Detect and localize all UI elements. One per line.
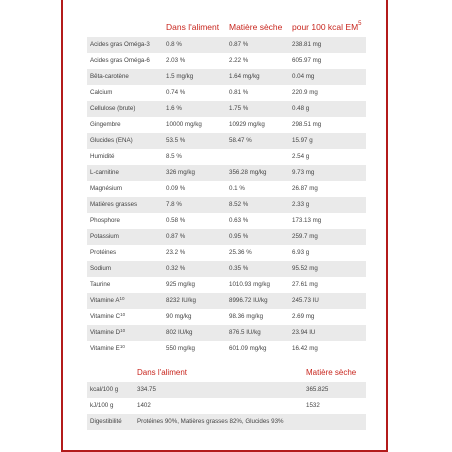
value-per-100kcal-text: 2.54 g [292, 153, 310, 160]
value-dry-matter-text: 876.5 IU/kg [229, 329, 261, 336]
value-food [166, 233, 185, 240]
header-footnote: 5 [358, 21, 362, 27]
value-per-100kcal [292, 89, 318, 96]
value-dry-matter [229, 57, 248, 64]
value-dry-matter-text: 0.81 % [229, 89, 249, 96]
nutrition-table [87, 0, 366, 360]
table-header [87, 22, 366, 38]
value-per-100kcal [292, 153, 309, 160]
value-dry-matter-text: 0.35 % [229, 265, 249, 272]
value-per-100kcal [292, 169, 314, 176]
value-per-100kcal-text: 605.97 mg [292, 57, 322, 64]
nutrient-name [90, 41, 150, 48]
value-food-text: 1.6 % [166, 105, 182, 112]
nutrient-name-text: Phosphore [90, 217, 120, 224]
energy-header-food: Dans l'aliment [137, 368, 187, 377]
nutrient-name-text: Magnésium [90, 185, 122, 192]
table-row [87, 341, 366, 357]
nutrient-name-text: Bêta-carotène [90, 73, 129, 80]
value-per-100kcal-text: 0.48 g [292, 105, 310, 112]
nutrient-name [90, 185, 122, 192]
nutrient-name-text: Calcium [90, 89, 113, 96]
nutrient-name-text: L-carnitine [90, 169, 119, 176]
nutrient-name-text: Protéines [90, 249, 117, 256]
value-food-text: 0.87 % [166, 233, 186, 240]
value-food [166, 89, 185, 96]
value-dry-matter-text: 98.36 mg/kg [229, 313, 264, 320]
value-food-text: 550 mg/kg [166, 345, 195, 352]
nutrient-name-text: Vitamine D [90, 329, 121, 336]
value-per-100kcal-text: 16.42 mg [292, 345, 318, 352]
table-row [87, 197, 366, 213]
nutrient-name-text: Taurine [90, 281, 111, 288]
value-food [166, 313, 191, 320]
nutrient-name [90, 169, 119, 176]
nutrient-name [90, 345, 125, 352]
value-food-text: 53.5 % [166, 137, 186, 144]
value-per-100kcal [292, 105, 309, 112]
value-per-100kcal-text: 15.97 g [292, 137, 313, 144]
value-dry-matter [229, 89, 248, 96]
header-food: Dans l'aliment [166, 22, 220, 32]
value-per-100kcal [292, 137, 313, 144]
table-row [87, 117, 366, 133]
table-row [87, 37, 366, 53]
nutrient-name [90, 57, 150, 64]
value-food-text: 0.32 % [166, 265, 186, 272]
energy-row-kcal [87, 382, 366, 398]
value-dry-matter [229, 265, 248, 272]
value-food [166, 329, 192, 336]
value-dry-matter [229, 73, 260, 80]
value-per-100kcal-text: 27.61 mg [292, 281, 318, 288]
value-food [166, 345, 195, 352]
value-dry-matter-text: 1.64 mg/kg [229, 73, 260, 80]
table-row [87, 229, 366, 245]
value-per-100kcal [292, 121, 321, 128]
nutrient-name-text: Acides gras Oméga-3 [90, 41, 150, 48]
header-per-100kcal [292, 22, 362, 32]
energy-row-dry: 1532 [306, 402, 320, 409]
header-dry-matter: Matière sèche [229, 22, 283, 32]
value-dry-matter-text: 601.09 mg/kg [229, 345, 267, 352]
nutrient-name-text: Sodium [90, 265, 111, 272]
footnote-marker: 10 [119, 344, 125, 349]
value-dry-matter-text: 0.87 % [229, 41, 249, 48]
nutrient-name-text: Matières grasses [90, 201, 138, 208]
value-food [166, 265, 185, 272]
value-food [166, 137, 185, 144]
value-per-100kcal-text: 173.13 mg [292, 217, 322, 224]
nutrient-name [90, 201, 137, 208]
value-per-100kcal-text: 9.73 mg [292, 169, 315, 176]
value-food-text: 8232 IU/kg [166, 297, 196, 304]
energy-row-food: 1402 [137, 402, 151, 409]
value-food-text: 326 mg/kg [166, 169, 195, 176]
table-row [87, 165, 366, 181]
value-dry-matter [229, 329, 261, 336]
value-per-100kcal-text: 238.81 mg [292, 41, 322, 48]
value-dry-matter [229, 185, 245, 192]
value-per-100kcal [292, 281, 318, 288]
footnote-marker: 10 [120, 312, 126, 317]
nutrient-name-text: Acides gras Oméga-6 [90, 57, 150, 64]
value-food-text: 0.74 % [166, 89, 186, 96]
value-dry-matter-text: 2.22 % [229, 57, 249, 64]
nutrient-name-text: Humidité [90, 153, 115, 160]
value-dry-matter [229, 41, 248, 48]
table-row [87, 181, 366, 197]
value-food [166, 297, 196, 304]
nutrient-name [90, 249, 116, 256]
nutrient-name [90, 217, 120, 224]
value-food [166, 73, 193, 80]
value-dry-matter [229, 281, 270, 288]
table-row [87, 277, 366, 293]
value-per-100kcal [292, 265, 318, 272]
value-food [166, 169, 195, 176]
value-dry-matter [229, 233, 248, 240]
header-per-100kcal-label: pour 100 kcal EM [292, 22, 359, 32]
value-per-100kcal-text: 23.94 IU [292, 329, 316, 336]
nutrient-name [90, 297, 124, 304]
nutrient-name [90, 313, 125, 320]
nutrient-name-text: Vitamine A [90, 297, 120, 304]
nutrient-name [90, 265, 111, 272]
nutrient-name [90, 89, 112, 96]
nutrient-name-text: Potassium [90, 233, 119, 240]
value-dry-matter-text: 8996.72 IU/kg [229, 297, 268, 304]
nutrient-name [90, 281, 110, 288]
footnote-marker: 10 [120, 328, 126, 333]
value-food [166, 217, 185, 224]
value-dry-matter [229, 105, 248, 112]
value-per-100kcal-text: 26.87 mg [292, 185, 318, 192]
energy-row-dry: 365.825 [306, 386, 329, 393]
table-row [87, 293, 366, 309]
nutrient-name [90, 73, 129, 80]
value-dry-matter-text: 58.47 % [229, 137, 252, 144]
value-per-100kcal-text: 2.33 g [292, 201, 310, 208]
value-per-100kcal [292, 73, 314, 80]
value-food-text: 0.58 % [166, 217, 186, 224]
value-food [166, 105, 182, 112]
table-row [87, 149, 366, 165]
value-per-100kcal-text: 95.52 mg [292, 265, 318, 272]
nutrient-name [90, 105, 135, 112]
value-food [166, 153, 182, 160]
table-row [87, 85, 366, 101]
nutrient-name [90, 153, 114, 160]
table-row [87, 53, 366, 69]
nutrient-name-text: Vitamine E [90, 345, 120, 352]
table-row [87, 325, 366, 341]
nutrient-name-text: Gingembre [90, 121, 121, 128]
value-per-100kcal [292, 233, 318, 240]
value-dry-matter-text: 1010.93 mg/kg [229, 281, 270, 288]
value-dry-matter-text: 1.75 % [229, 105, 249, 112]
value-dry-matter-text: 8.52 % [229, 201, 249, 208]
nutrient-name [90, 233, 119, 240]
energy-header-dry: Matière sèche [306, 368, 357, 377]
value-food-text: 2.03 % [166, 57, 186, 64]
energy-row-label: kcal/100 g [90, 386, 119, 393]
energy-row-food: 334.75 [137, 386, 156, 393]
value-dry-matter-text: 0.63 % [229, 217, 249, 224]
value-per-100kcal-text: 6.93 g [292, 249, 310, 256]
digestibility-value: Protéines 90%, Matières grasses 82%, Glucides 93% [137, 418, 284, 425]
value-per-100kcal [292, 41, 321, 48]
table-row [87, 69, 366, 85]
value-per-100kcal [292, 329, 315, 336]
value-dry-matter-text: 0.95 % [229, 233, 249, 240]
value-per-100kcal [292, 201, 309, 208]
value-per-100kcal-text: 298.51 mg [292, 121, 322, 128]
value-food [166, 57, 185, 64]
value-food-text: 23.2 % [166, 249, 186, 256]
value-dry-matter-text: 356.28 mg/kg [229, 169, 267, 176]
energy-header [87, 368, 366, 382]
value-food-text: 1.5 mg/kg [166, 73, 194, 80]
digestibility-label: Digestibilité [90, 418, 122, 425]
value-per-100kcal [292, 297, 319, 304]
nutrient-name [90, 121, 121, 128]
value-food-text: 10000 mg/kg [166, 121, 202, 128]
value-food [166, 281, 195, 288]
value-per-100kcal [292, 313, 314, 320]
value-per-100kcal [292, 185, 318, 192]
value-food [166, 249, 185, 256]
value-per-100kcal-text: 0.04 mg [292, 73, 315, 80]
nutrient-name [90, 329, 125, 336]
value-dry-matter [229, 121, 265, 128]
table-row [87, 213, 366, 229]
value-dry-matter [229, 137, 252, 144]
value-dry-matter [229, 217, 248, 224]
digestibility-row [87, 414, 366, 430]
value-dry-matter [229, 345, 267, 352]
table-row [87, 261, 366, 277]
value-food-text: 8.5 % [166, 153, 182, 160]
value-per-100kcal-text: 259.7 mg [292, 233, 318, 240]
value-food-text: 925 mg/kg [166, 281, 195, 288]
value-per-100kcal [292, 345, 318, 352]
value-food [166, 41, 182, 48]
value-dry-matter-text: 25.36 % [229, 249, 252, 256]
value-per-100kcal [292, 249, 309, 256]
value-food-text: 802 IU/kg [166, 329, 193, 336]
value-dry-matter-text: 10929 mg/kg [229, 121, 265, 128]
value-food [166, 185, 185, 192]
value-per-100kcal-text: 2.69 mg [292, 313, 315, 320]
value-per-100kcal [292, 217, 321, 224]
value-dry-matter [229, 313, 263, 320]
nutrient-name-text: Glucides (ENA) [90, 137, 133, 144]
value-food-text: 90 mg/kg [166, 313, 192, 320]
value-dry-matter [229, 297, 268, 304]
value-food [166, 121, 202, 128]
table-row [87, 133, 366, 149]
value-dry-matter [229, 249, 252, 256]
table-row [87, 245, 366, 261]
table-row [87, 101, 366, 117]
nutrient-name-text: Vitamine C [90, 313, 121, 320]
energy-row-kj [87, 398, 366, 414]
nutrient-name [90, 137, 133, 144]
nutrient-name-text: Cellulose (brute) [90, 105, 136, 112]
footnote-marker: 10 [119, 296, 125, 301]
value-per-100kcal-text: 245.73 IU [292, 297, 319, 304]
table-row [87, 309, 366, 325]
value-food-text: 0.8 % [166, 41, 182, 48]
value-dry-matter-text: 0.1 % [229, 185, 245, 192]
value-per-100kcal [292, 57, 321, 64]
value-food [166, 201, 182, 208]
value-per-100kcal-text: 220.9 mg [292, 89, 318, 96]
value-dry-matter [229, 201, 248, 208]
value-dry-matter [229, 169, 267, 176]
energy-row-label: kJ/100 g [90, 402, 114, 409]
value-food-text: 7.8 % [166, 201, 182, 208]
value-food-text: 0.09 % [166, 185, 186, 192]
